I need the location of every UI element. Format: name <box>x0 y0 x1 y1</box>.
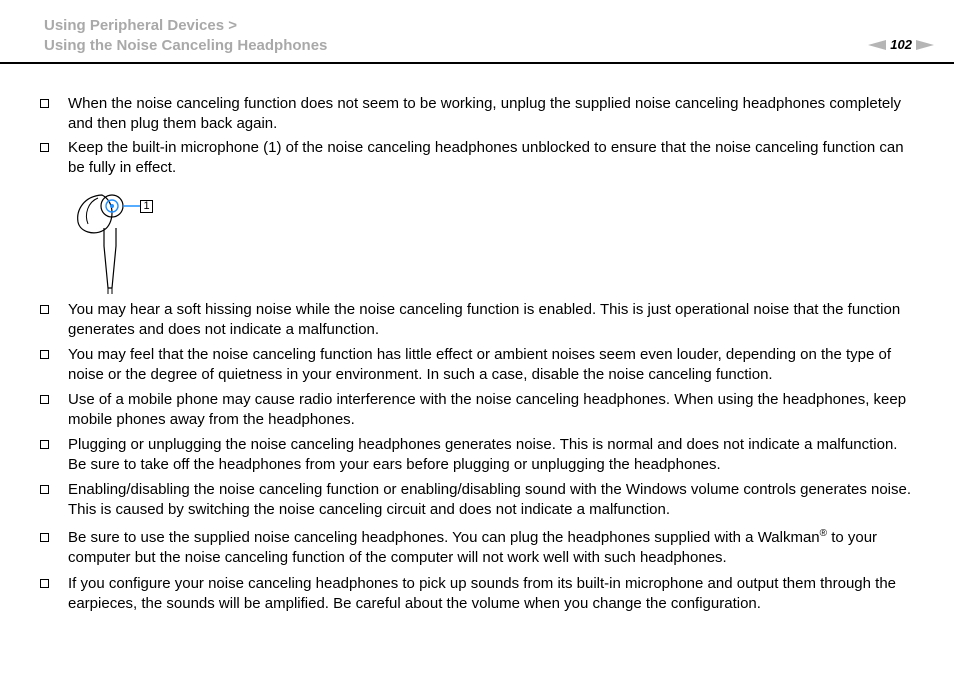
breadcrumb <box>44 16 327 56</box>
list-item-text: You may feel that the noise canceling function has little effect or ambient noises seem even louder, depending on the type of noise or the degree of quietness in your environment. In such a case, disable the noise canceling function. <box>68 346 892 383</box>
callout-label: 1 <box>140 200 153 213</box>
list-item-text: You may hear a soft hissing noise while the noise canceling function is enabled. This is just operational noise that the function generates and does not indicate a malfunction. <box>68 301 901 338</box>
breadcrumb-parent[interactable]: Using Peripheral Devices > <box>44 17 238 34</box>
list-item-text-part: to your computer but the noise canceling function of the computer will not work well with such headphones. <box>68 529 878 566</box>
checkbox-bullet-icon <box>40 350 49 359</box>
checkbox-bullet-icon <box>40 533 49 542</box>
checkbox-bullet-icon <box>40 305 49 314</box>
checkbox-bullet-icon <box>40 395 49 404</box>
list-item-text: Plugging or unplugging the noise canceling headphones generates noise. This is normal and does not indicate a malfunction. Be sure to take off the headphones from your ears before plugging or unplugging the headphones. <box>68 436 898 473</box>
page-navigation <box>868 37 934 52</box>
previous-page-icon[interactable] <box>868 40 886 50</box>
next-page-icon[interactable] <box>916 40 934 50</box>
list-item-text: If you configure your noise canceling headphones to pick up sounds from its built-in microphone and output them through the earpieces, the sounds will be amplified. Be careful about the volume when you change the configuration. <box>68 575 897 612</box>
list-item <box>40 300 915 339</box>
registered-mark: ® <box>819 528 828 539</box>
list-item <box>40 574 915 613</box>
checkbox-bullet-icon <box>40 143 49 152</box>
page-number: 102 <box>890 37 912 52</box>
list-item-text: Use of a mobile phone may cause radio interference with the noise canceling headphones. When using the headphones, keep mobile phones away from the headphones. <box>68 391 907 428</box>
list-item <box>40 94 915 133</box>
checkbox-bullet-icon <box>40 440 49 449</box>
list-item-text: When the noise canceling function does not seem to be working, unplug the supplied noise canceling headphones completely and then plug them back again. <box>68 95 902 132</box>
breadcrumb-current: Using the Noise Canceling Headphones <box>44 37 328 54</box>
header-divider <box>0 62 954 64</box>
list-item-text: Keep the built-in microphone (1) of the noise canceling headphones unblocked to ensure that the noise canceling function can be fully in effect. <box>68 139 904 176</box>
checkbox-bullet-icon <box>40 99 49 108</box>
list-item <box>40 480 915 519</box>
checkbox-bullet-icon <box>40 579 49 588</box>
list-item-text <box>68 528 915 567</box>
list-item-text-part: Be sure to use the supplied noise canceling headphones. You can plug the headphones supplied with a Walkman <box>68 529 820 546</box>
list-item <box>40 390 915 429</box>
list-item-text: Enabling/disabling the noise canceling function or enabling/disabling sound with the Windows volume controls generates noise. This is caused by switching the noise canceling circuit and does not indicate a malfunction. <box>68 481 912 518</box>
checkbox-bullet-icon <box>40 485 49 494</box>
list-item <box>40 528 915 567</box>
list-item <box>40 138 915 177</box>
list-item <box>40 435 915 474</box>
list-item <box>40 345 915 384</box>
earbud-illustration <box>70 190 170 296</box>
